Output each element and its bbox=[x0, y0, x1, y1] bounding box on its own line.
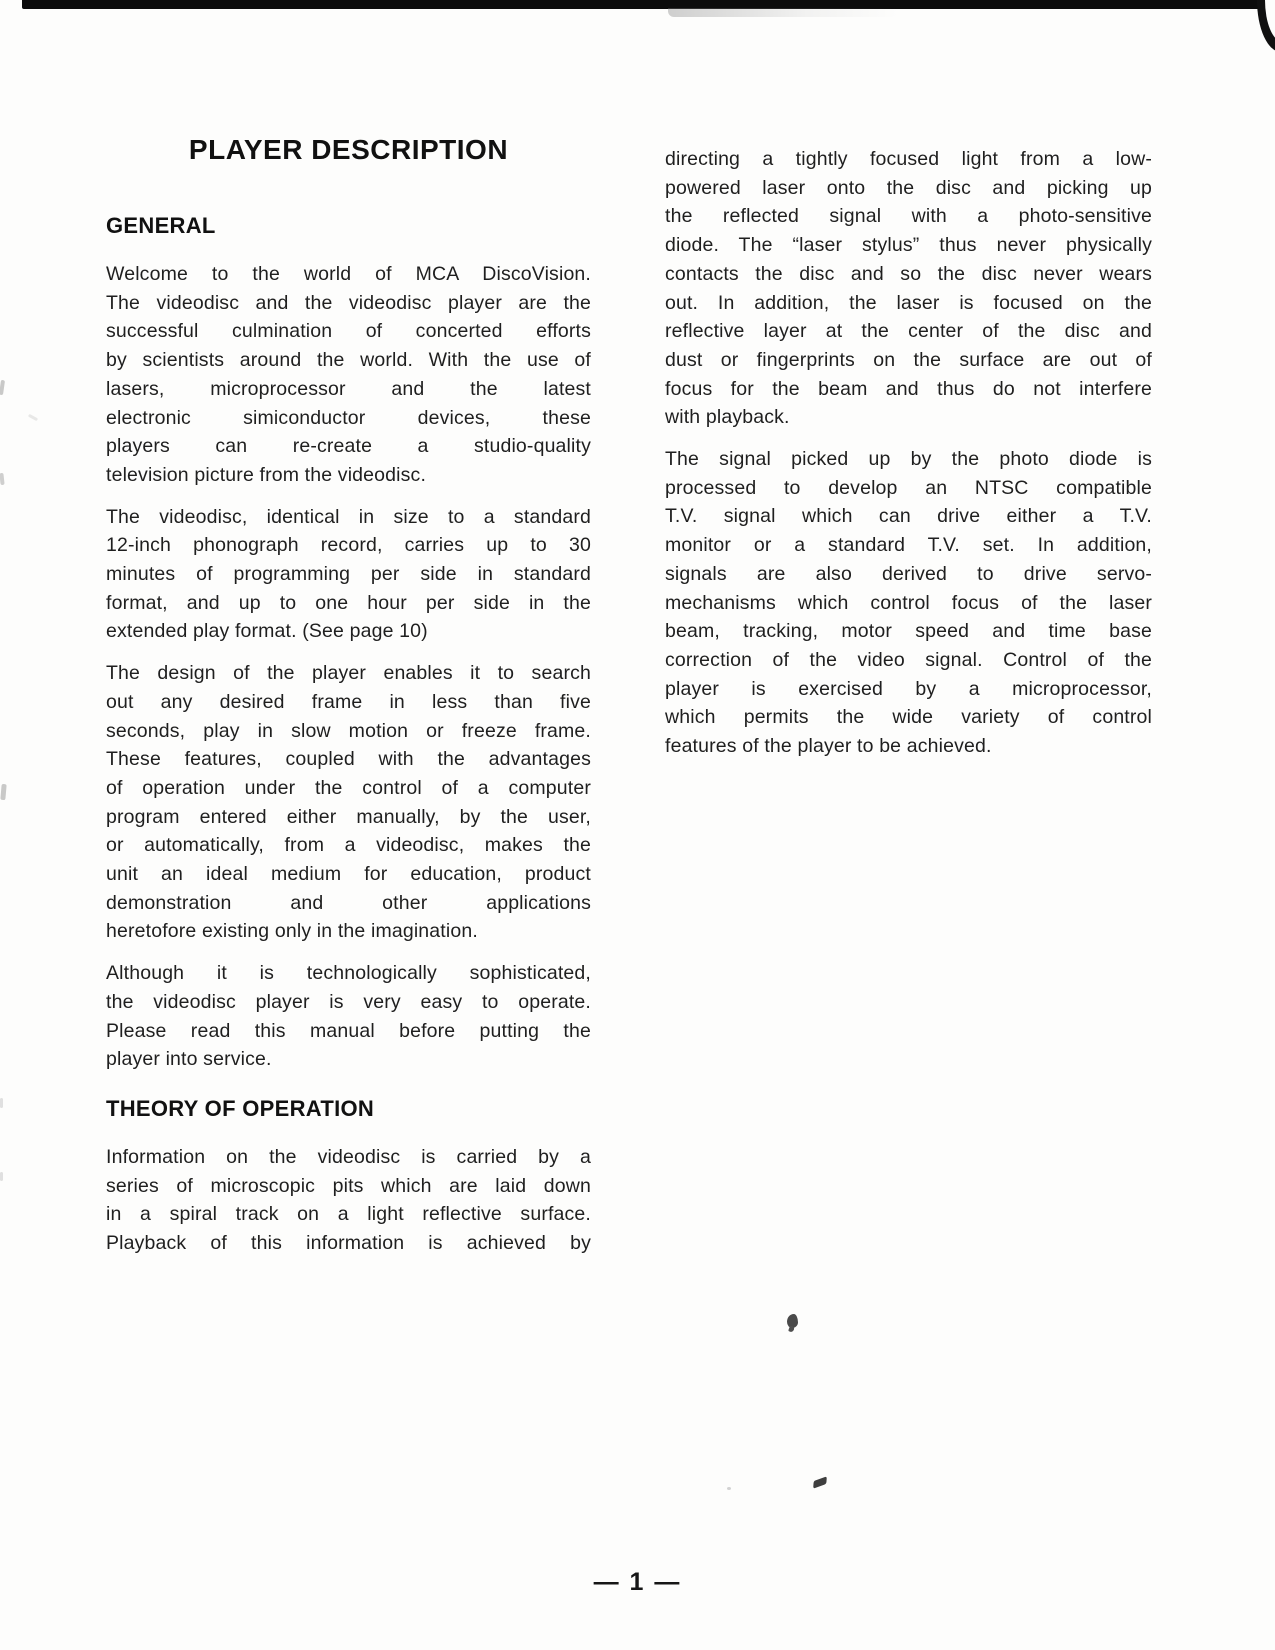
text-line: focus for the beam and thus do not interfere bbox=[665, 377, 1152, 400]
margin-mark bbox=[0, 473, 5, 485]
text-line: contacts the disc and so the disc never wears bbox=[665, 262, 1152, 285]
right-column bbox=[665, 145, 1152, 774]
text-line: These features, coupled with the advantages bbox=[106, 748, 591, 771]
right-column-body bbox=[665, 145, 1152, 761]
page-number: — 1 — bbox=[593, 1568, 682, 1596]
ink-speck bbox=[788, 1325, 795, 1332]
text-line: Please read this manual before putting the bbox=[106, 1019, 591, 1042]
text-line: extended play format. (See page 10) bbox=[106, 620, 428, 643]
margin-mark bbox=[0, 1098, 3, 1108]
text-line: beam, tracking, motor speed and time base bbox=[665, 620, 1152, 643]
text-line: out any desired frame in less than five bbox=[106, 690, 591, 713]
text-line: diode. The “laser stylus” thus never physically bbox=[665, 234, 1152, 257]
left-column bbox=[106, 133, 591, 1271]
text-line: the reflected signal with a photo-sensitive bbox=[665, 205, 1152, 228]
text-line: correction of the video signal. Control of the bbox=[665, 648, 1152, 671]
scan-smudge bbox=[668, 8, 898, 17]
text-line: reflective layer at the center of the disc and bbox=[665, 320, 1152, 343]
paragraph bbox=[106, 1143, 591, 1258]
text-line: signals are also derived to drive servo- bbox=[665, 562, 1152, 585]
text-line: format, and up to one hour per side in the bbox=[106, 591, 591, 614]
text-line: television picture from the videodisc. bbox=[106, 463, 427, 486]
paragraph bbox=[665, 145, 1152, 432]
text-line: or automatically, from a videodisc, makes the bbox=[106, 834, 591, 857]
margin-mark bbox=[0, 1172, 3, 1181]
text-line: which permits the wide variety of control bbox=[665, 706, 1152, 729]
paragraph bbox=[106, 503, 591, 647]
scan-edge-bar bbox=[22, 0, 1262, 9]
text-line: of operation under the control of a computer bbox=[106, 776, 591, 799]
text-line: mechanisms which control focus of the laser bbox=[665, 591, 1152, 614]
text-line: The videodisc and the videodisc player are the bbox=[106, 291, 591, 314]
text-line: 12-inch phonograph record, carries up to 30 bbox=[106, 534, 591, 557]
text-line: demonstration and other applications bbox=[106, 891, 591, 914]
paragraph bbox=[106, 959, 591, 1074]
text-line: dust or fingerprints on the surface are out of bbox=[665, 348, 1152, 371]
text-line: lasers, microprocessor and the latest bbox=[106, 377, 591, 400]
text-line: players can re-create a studio-quality bbox=[106, 435, 591, 458]
paragraph bbox=[665, 445, 1152, 761]
text-line: Playback of this information is achieved by bbox=[106, 1232, 591, 1255]
text-line: Welcome to the world of MCA DiscoVision. bbox=[106, 263, 591, 285]
paragraph bbox=[106, 260, 591, 490]
ink-speck bbox=[727, 1487, 731, 1490]
page-title: PLAYER DESCRIPTION bbox=[188, 134, 509, 165]
text-line: with playback. bbox=[665, 406, 790, 429]
text-line: Although it is technologically sophisticated, bbox=[106, 962, 591, 985]
text-line: electronic simiconductor devices, these bbox=[106, 406, 591, 429]
section-heading: GENERAL bbox=[106, 213, 216, 238]
text-line: processed to develop an NTSC compatible bbox=[665, 476, 1152, 499]
text-line: The videodisc, identical in size to a standard bbox=[106, 505, 591, 528]
text-line: heretofore existing only in the imagination. bbox=[106, 920, 478, 943]
left-column-body bbox=[106, 213, 591, 1258]
text-line: the videodisc player is very easy to operate. bbox=[106, 990, 591, 1013]
section-heading: THEORY OF OPERATION bbox=[106, 1095, 375, 1121]
text-line: monitor or a standard T.V. set. In addition, bbox=[665, 534, 1152, 557]
text-line: powered laser onto the disc and picking up bbox=[665, 176, 1152, 199]
ink-speck bbox=[813, 1476, 827, 1488]
text-line: The signal picked up by the photo diode is bbox=[665, 448, 1152, 471]
text-line: player is exercised by a microprocessor, bbox=[665, 677, 1152, 700]
text-line: unit an ideal medium for education, product bbox=[106, 863, 591, 886]
text-line: in a spiral track on a light reflective surface. bbox=[106, 1203, 591, 1226]
text-line: directing a tightly focused light from a low- bbox=[665, 148, 1152, 170]
text-line: The design of the player enables it to search bbox=[106, 662, 591, 685]
paragraph bbox=[106, 659, 591, 946]
text-line: player into service. bbox=[106, 1048, 272, 1071]
text-line: seconds, play in slow motion or freeze frame. bbox=[106, 719, 591, 742]
text-line: successful culmination of concerted efforts bbox=[106, 320, 591, 343]
margin-mark bbox=[0, 784, 6, 800]
text-line: Information on the videodisc is carried by a bbox=[106, 1145, 591, 1168]
margin-mark bbox=[28, 414, 38, 421]
text-line: series of microscopic pits which are laid down bbox=[106, 1174, 591, 1197]
text-line: minutes of programming per side in standard bbox=[106, 563, 591, 586]
text-line: T.V. signal which can drive either a T.V. bbox=[665, 505, 1152, 528]
text-line: features of the player to be achieved. bbox=[665, 735, 992, 758]
text-line: program entered either manually, by the user, bbox=[106, 805, 591, 828]
text-line: by scientists around the world. With the use of bbox=[106, 349, 591, 372]
margin-mark bbox=[0, 380, 5, 395]
text-line: out. In addition, the laser is focused on the bbox=[665, 291, 1152, 314]
